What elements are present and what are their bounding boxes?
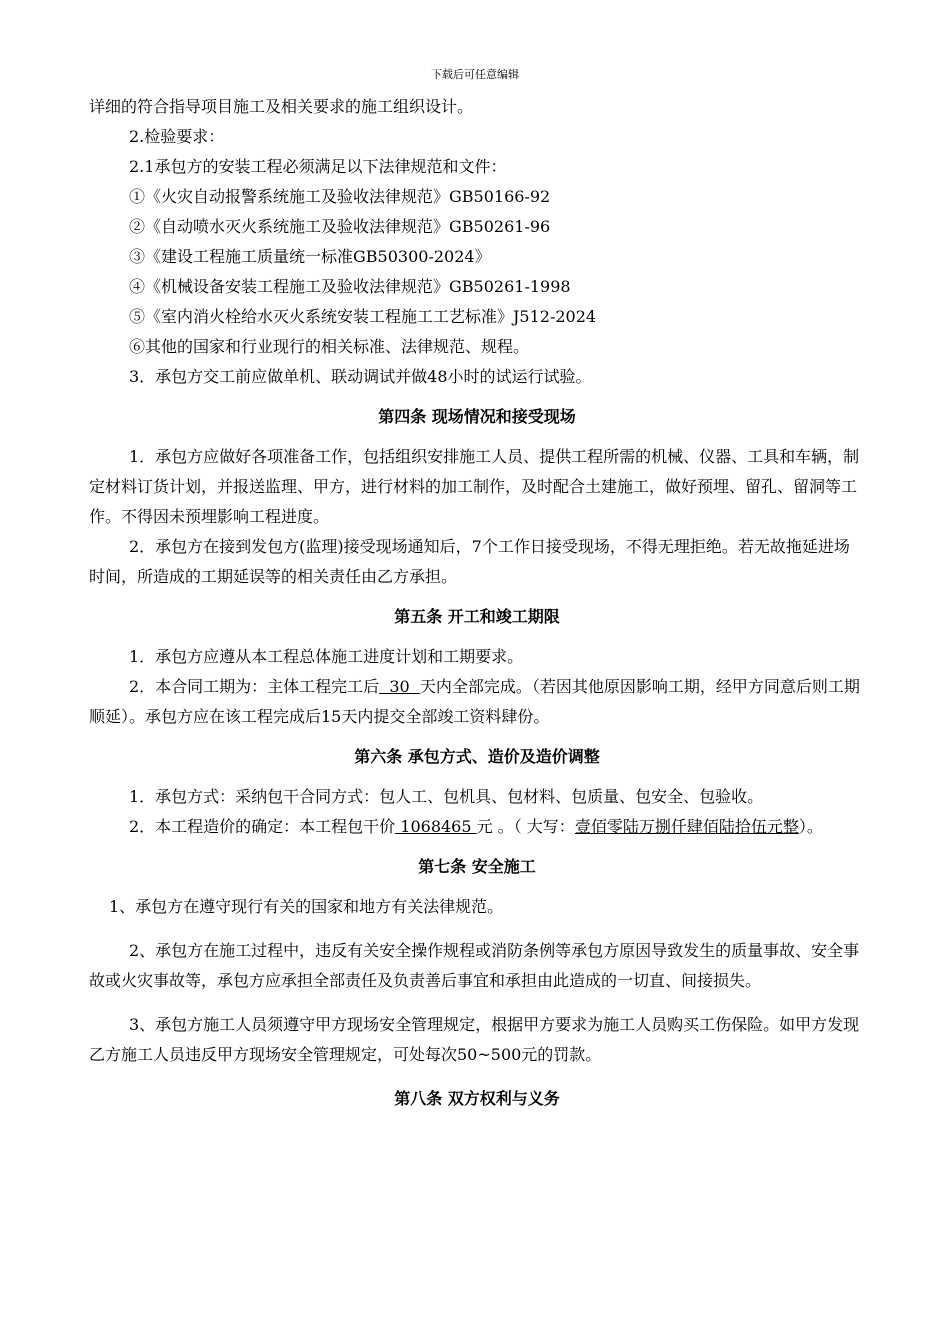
section-heading: 第四条 现场情况和接受现场 [378,407,576,426]
paragraph: 1、承包方在遵守现行有关的国家和地方有关法律规范。 [109,897,504,916]
list-item: ⑥其他的国家和行业现行的相关标准、法律规范、规程。 [129,337,530,356]
text-span: ）。 [798,817,823,836]
text-span: 元 。（ 大写： [476,817,575,836]
paragraph: 3、承包方施工人员须遵守甲方现场安全管理规定，根据甲方要求为施工人员购买工伤保险。如甲方发现乙方施工人员违反甲方现场安全管理规定，可处每次50~500元的罚款。 [89,1015,860,1064]
section-heading: 第八条 双方权利与义务 [394,1089,560,1108]
document-body [89,92,865,1124]
paragraph: 1．承包方应做好各项准备工作，包括组织安排施工人员、提供工程所需的机械、仪器、工具和车辆，制定材料订货计划，并报送监理、甲方，进行材料的加工制作，及时配合土建施工，做好预埋、留孔、留洞等工作。不得因未预埋影响工程进度。 [89,447,860,526]
text-span: 天内全部完成。（若因其他原因影响工期，经甲方同意后则工期顺延）。承包方应在该工程完成后15天内提交全部竣工资料肆份。 [89,677,860,726]
text-span: 2．本工程造价的确定：本工程包干价 [129,817,396,836]
paragraph: 详细的符合指导项目施工及相关要求的施工组织设计。 [89,97,474,116]
section-heading: 第七条 安全施工 [418,857,536,876]
section-heading: 第六条 承包方式、造价及造价调整 [354,747,600,766]
list-item: ②《自动喷水灭火系统施工及验收法律规范》GB50261-96 [129,217,551,236]
list-item: ⑤《室内消火栓给水灭火系统安装工程施工工艺标准》J512-2024 [129,307,597,326]
duration-days: 30 [379,677,420,696]
paragraph: 1．承包方式：采纳包干合同方式：包人工、包机具、包材料、包质量、包安全、包验收。 [129,787,764,806]
paragraph: 2.检验要求： [129,127,225,146]
paragraph: 2.1承包方的安装工程必须满足以下法律规范和文件： [129,157,507,176]
paragraph: 1．承包方应遵从本工程总体施工进度计划和工期要求。 [129,647,524,666]
list-item: ④《机械设备安装工程施工及验收法律规范》GB50261-1998 [129,277,571,296]
paragraph: 2、承包方在施工过程中，违反有关安全操作规程或消防条例等承包方原因导致发生的质量事故、安全事故或火灾事故等，承包方应承担全部责任及负责善后事宜和承担由此造成的一切直、间接损失。 [89,941,860,990]
paragraph [89,812,865,842]
contract-price: 1068465 [395,817,477,836]
paragraph: 2．承包方在接到发包方(监理)接受现场通知后，7个工作日接受现场，不得无理拒绝。若无故拖延进场时间，所造成的工期延误等的相关责任由乙方承担。 [89,537,850,586]
list-item: ①《火灾自动报警系统施工及验收法律规范》GB50166-92 [129,187,551,206]
text-span: 2．本合同工期为：主体工程完工后 [129,677,380,696]
paragraph [89,672,865,732]
paragraph: 3．承包方交工前应做单机、联动调试并做48小时的试运行试验。 [129,367,592,386]
section-heading: 第五条 开工和竣工期限 [394,607,560,626]
page-header: 下载后可任意编辑 [431,68,519,81]
price-in-words: 壹佰零陆万捌仟肆佰陆拾伍元整 [574,817,799,836]
list-item: ③《建设工程施工质量统一标准GB50300-2024》 [129,247,491,266]
